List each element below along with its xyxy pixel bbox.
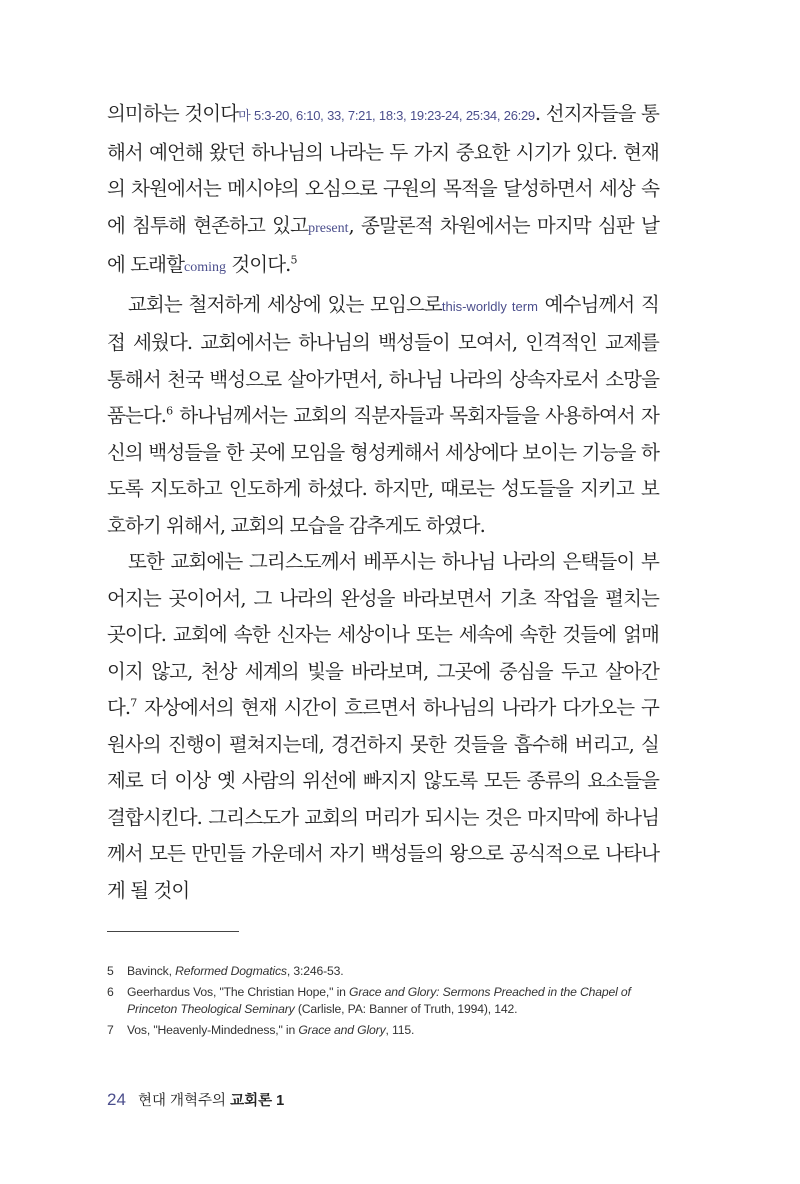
paragraph-1 bbox=[107, 96, 659, 287]
text-run: 의미하는 것이다 bbox=[107, 102, 239, 125]
text-run: 하나님께서는 교회의 직분자들과 목회자들을 사용하여서 자신의 백성들을 한 곳에 모임을 형성케해서 세상에다 보이는 기능을 하도록 지도하고 인도하게 하셨다. 하지만, 때로는 성도들을 지키고 보호하기 위해서, 교회의 모습을 감추게도 하였다. bbox=[107, 404, 659, 537]
text-run: 것이다. bbox=[226, 253, 291, 276]
text-run: 자상에서의 현재 시간이 흐르면서 하나님의 나라가 다가오는 구원사의 진행이 펼쳐지는데, 경건하지 못한 것들을 흡수해 버리고, 실제로 더 이상 옛 사람의 위선에 빠지지 않도록 모든 종류의 요소들을 결합시킨다. 그리스도가 교회의 머리가 되시는 것은 마지막에 하나님께서 모든 만민들 가운데서 자기 백성들의 왕으로 공식적으로 나타나게 될 것이 bbox=[107, 696, 659, 902]
text-run: (Carlisle, PA: Banner of Truth, 1994), 142. bbox=[294, 1002, 518, 1016]
text-run: Vos, "Heavenly-Mindedness," in bbox=[127, 1022, 299, 1037]
footnote-marker-5: 5 bbox=[290, 253, 298, 267]
running-footer bbox=[107, 1089, 284, 1110]
body-text bbox=[107, 96, 659, 909]
footnote-text bbox=[127, 963, 667, 981]
footnote-6 bbox=[107, 984, 667, 1019]
title-text-bold: 교회론 1 bbox=[230, 1093, 285, 1109]
paragraph-2 bbox=[107, 287, 659, 545]
text-run: 예수님께서 직접 세웠다. 교회에서는 하나님의 백성들이 모여서, 인격적인 교제를 통해서 천국 백성으로 살아가면서, 하나님 나라의 상속자로서 소망을 품는다. bbox=[107, 292, 659, 427]
page-number: 24 bbox=[107, 1090, 126, 1109]
footnote-number: 5 bbox=[107, 964, 114, 978]
footnote-number: 7 bbox=[107, 1022, 114, 1037]
footnote-text bbox=[127, 1022, 667, 1040]
text-run: Bavinck, bbox=[127, 964, 176, 978]
book-title-italic: Grace and Glory: Sermons Preached in the Chapel of Princeton Theological Seminary bbox=[127, 984, 631, 1016]
english-gloss-present: present bbox=[308, 220, 349, 236]
footnotes bbox=[107, 963, 667, 1042]
english-gloss-coming: coming bbox=[184, 260, 227, 275]
title-text: 현대 개혁주의 bbox=[137, 1093, 231, 1109]
footnote-7 bbox=[107, 1022, 667, 1040]
footnote-marker-7: 7 bbox=[130, 696, 138, 710]
english-gloss-this-worldly: this-worldly term bbox=[441, 298, 538, 314]
text-run: , 3:246-53. bbox=[286, 964, 344, 978]
running-title bbox=[138, 1093, 284, 1109]
scripture-reference: 마 5:3-20, 6:10, 33, 7:21, 18:3, 19:23-24, 25:34, 26:29 bbox=[238, 108, 535, 123]
footnote-text bbox=[127, 984, 667, 1019]
text-run: 교회는 철저하게 세상에 있는 모임으로 bbox=[128, 292, 442, 316]
book-title-italic: Grace and Glory bbox=[298, 1022, 386, 1037]
text-run: , 115. bbox=[385, 1022, 415, 1037]
text-run: . 선지자들을 통해서 예언해 왔던 하나님의 나라는 두 가지 중요한 시기가 있다. 현재의 차원에서는 메시야의 오심으로 구원의 목적을 달성하면서 세상 속에 침투해 현존하고 있고 bbox=[107, 102, 659, 237]
paragraph-3 bbox=[107, 544, 659, 909]
text-run: , 종말론적 차원에서는 마지막 심판 날에 도래할 bbox=[107, 213, 659, 276]
book-title-italic: Reformed Dogmatics bbox=[175, 964, 287, 978]
footnote-divider bbox=[107, 931, 239, 932]
footnote-number: 6 bbox=[107, 984, 114, 999]
text-run: Geerhardus Vos, "The Christian Hope," in bbox=[127, 984, 349, 999]
footnote-marker-6: 6 bbox=[166, 404, 174, 418]
text-run: 또한 교회에는 그리스도께서 베푸시는 하나님 나라의 은택들이 부어지는 곳이어서, 그 나라의 완성을 바라보면서 기초 작업을 펼치는 곳이다. 교회에 속한 신자는 세상이나 또는 세속에 속한 것들에 얽매이지 않고, 천상 세계의 빛을 바라보며, 그곳에 중심을 두고 살아간다. bbox=[107, 550, 659, 719]
footnote-5 bbox=[107, 963, 667, 981]
